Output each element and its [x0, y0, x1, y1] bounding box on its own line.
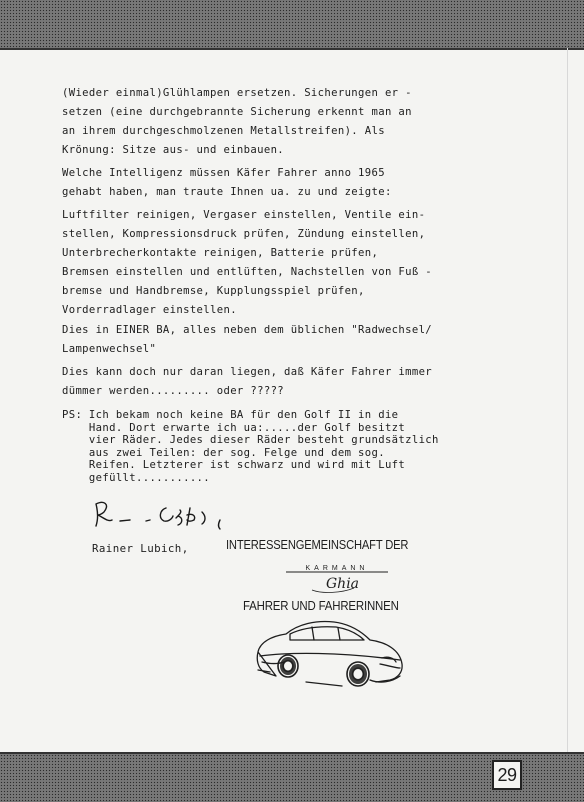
logo-karmann-text: KARMANN: [305, 565, 369, 572]
ps-line: aus zwei Teilen: der sog. Felge und dem sog.: [62, 446, 385, 459]
organization-line-1: INTERESSENGEMEINSCHAFT DER: [226, 537, 409, 552]
ps-line: vier Räder. Jedes dieser Räder besteht grundsätzlich: [62, 434, 439, 446]
postscript: [62, 409, 502, 484]
paragraph-2: [62, 164, 462, 202]
paragraph-5: [62, 363, 462, 401]
ps-line: Reifen. Letzterer ist schwarz und wird mit Luft: [62, 459, 406, 471]
handwritten-signature: [90, 494, 240, 534]
ps-line: Hand. Dort erwarte ich ua:.....der Golf besitzt: [62, 421, 406, 434]
text-line: an ihrem durchgeschmolzenen Metallstreifen). Als: [62, 125, 385, 137]
text-line: Luftfilter reinigen, Vergaser einstellen, Ventile ein-: [62, 209, 426, 221]
text-line: Bremsen einstellen und entlüften, Nachstellen von Fuß -: [62, 266, 433, 278]
text-line: setzen (eine durchgebrannte Sicherung erkennt man an: [62, 106, 412, 118]
karmann-ghia-car-drawing: [250, 612, 410, 694]
text-line: Krönung: Sitze aus- und einbauen.: [62, 144, 285, 156]
text-line: Lampenwechsel": [62, 343, 157, 355]
text-line: Vorderradlager einstellen.: [62, 304, 237, 316]
text-line: Welche Intelligenz müssen Käfer Fahrer anno 1965: [62, 167, 385, 179]
text-line: gehabt haben, man traute Ihnen ua. zu und zeigte:: [62, 186, 392, 198]
karmann-ghia-logo: [282, 560, 392, 596]
text-line: (Wieder einmal)Glühlampen ersetzen. Sicherungen er -: [62, 87, 412, 99]
logo-ghia-script: Ghia: [326, 576, 360, 592]
page-binding-line: [567, 48, 568, 752]
page-number: 29: [492, 760, 522, 790]
paragraph-3: [62, 206, 462, 320]
text-line: Dies kann doch nur daran liegen, daß Käfer Fahrer immer: [62, 366, 433, 378]
text-line: stellen, Kompressionsdruck prüfen, Zündung einstellen,: [62, 228, 426, 240]
top-halftone-band: [0, 0, 584, 50]
author-name: Rainer Lubich,: [92, 542, 189, 555]
text-line: dümmer werden......... oder ?????: [62, 385, 285, 397]
paragraph-1: [62, 84, 462, 160]
text-line: Dies in EINER BA, alles neben dem üblichen "Radwechsel/: [62, 324, 433, 336]
organization-line-2: FAHRER UND FAHRERINNEN: [243, 598, 399, 613]
ps-line: PS: Ich bekam noch keine BA für den Golf II in die: [62, 409, 399, 421]
ps-line: gefüllt...........: [62, 471, 211, 484]
text-line: bremse und Handbremse, Kupplungsspiel prüfen,: [62, 285, 365, 297]
text-line: Unterbrecherkontakte reinigen, Batterie prüfen,: [62, 247, 379, 259]
paragraph-4: [62, 321, 462, 359]
